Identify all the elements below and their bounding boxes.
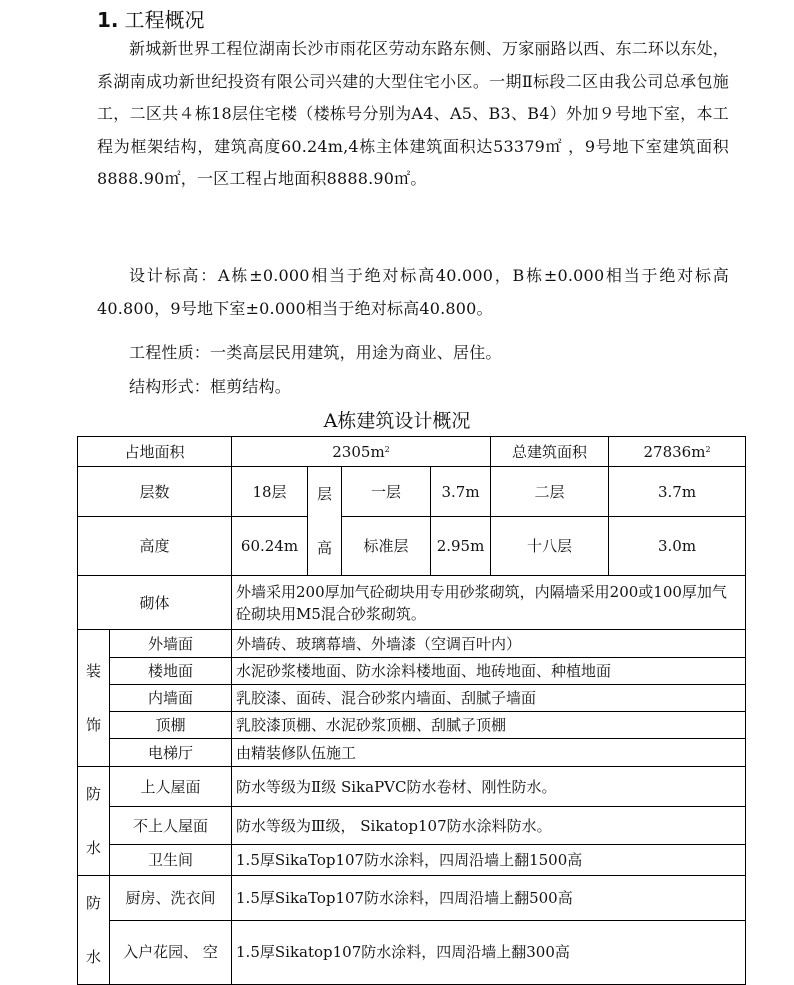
table-row	[78, 576, 746, 630]
decoration-value: 由精装修队伍施工	[232, 739, 746, 767]
waterproof2-value: 1.5厚Sikatop107防水涂料，四周沿墙上翻300高	[232, 920, 746, 984]
table-row	[78, 739, 746, 767]
waterproof-value: 1.5厚SikaTop107防水涂料，四周沿墙上翻1500高	[232, 845, 746, 876]
second-floor-label: 二层	[491, 467, 609, 517]
nature-paragraph: 工程性质：一类高层民用建筑，用途为商业、居住。	[129, 343, 502, 362]
table-row	[78, 845, 746, 876]
elevation-paragraph: 设计标高：A栋±0.000相当于绝对标高40.000，B栋±0.000相当于绝对标高40.800，9号地下室±0.000相当于绝对标高40.800。	[97, 266, 729, 318]
floor18-value: 3.0m	[609, 517, 746, 576]
decoration-label: 内墙面	[110, 685, 232, 712]
decoration-group-label: 装 饰	[78, 630, 110, 767]
masonry-value: 外墙采用200厚加气砼砌块用专用砂浆砌筑，内隔墙采用200或100厚加气砼砌块用M5混合砂浆砌筑。	[232, 576, 746, 630]
waterproof-label: 卫生间	[110, 845, 232, 876]
waterproof2-label: 厨房、洗衣间	[110, 876, 232, 921]
table-row	[78, 807, 746, 845]
table-row	[78, 712, 746, 739]
decoration-value: 乳胶漆、面砖、混合砂浆内墙面、刮腻子墙面	[232, 685, 746, 712]
first-floor-value: 3.7m	[431, 467, 491, 517]
waterproof2-group-label: 防 水	[78, 876, 110, 985]
land-area-cell	[232, 437, 491, 467]
floor18-label: 十八层	[491, 517, 609, 576]
decoration-label: 电梯厅	[110, 739, 232, 767]
floors-value: 18层	[232, 467, 308, 517]
design-overview-table	[77, 436, 746, 985]
waterproof2-label: 入户花园、 空	[110, 920, 232, 984]
first-floor-label: 一层	[342, 467, 431, 517]
decoration-label: 顶棚	[110, 712, 232, 739]
table-row	[78, 658, 746, 685]
masonry-label: 砌体	[78, 576, 232, 630]
table-row	[78, 437, 746, 467]
table-row	[78, 630, 746, 658]
waterproof2-value: 1.5厚SikaTop107防水涂料，四周沿墙上翻500高	[232, 876, 746, 921]
land-area-label: 占地面积	[78, 437, 232, 467]
decoration-label: 外墙面	[110, 630, 232, 658]
section-title: 工程概况	[124, 8, 205, 32]
second-floor-value: 3.7m	[609, 467, 746, 517]
waterproof-value: 防水等级为Ⅲ级， Sikatop107防水涂料防水。	[232, 807, 746, 845]
waterproof-label: 不上人屋面	[110, 807, 232, 845]
table-row	[78, 767, 746, 807]
waterproof-group-label: 防 水	[78, 767, 110, 876]
table-row	[78, 467, 746, 517]
standard-floor-value: 2.95m	[431, 517, 491, 576]
decoration-value: 外墙砖、玻璃幕墙、外墙漆（空调百叶内）	[232, 630, 746, 658]
overview-paragraph: 新城新世界工程位湖南长沙市雨花区劳动东路东侧、万家丽路以西、东二环以东处，系湖南成功新世纪投资有限公司兴建的大型住宅小区。一期Ⅱ标段二区由我公司总承包施工，二区共４栋18层住宅楼（楼栋号分别为A4、A5、B3、B4）外加９号地下室，本工程为框架结构，建筑高度60.24m,4栋主体建筑面积达53379㎡ ，9号地下室建筑面积8888.90㎡，一区工程占地面积8888.90㎡。	[97, 39, 729, 188]
decoration-value: 水泥砂浆楼地面、防水涂料楼地面、地砖地面、种植地面	[232, 658, 746, 685]
land-area-unit: 2	[384, 444, 390, 454]
table-title: A栋建筑设计概况	[323, 410, 471, 432]
section-heading	[97, 5, 205, 35]
structure-paragraph: 结构形式：框剪结构。	[129, 377, 292, 396]
total-area-label: 总建筑面积	[491, 437, 609, 467]
waterproof-value: 防水等级为Ⅱ级 SikaPVC防水卷材、刚性防水。	[232, 767, 746, 807]
section-number: 1.	[97, 8, 119, 32]
decoration-value: 乳胶漆顶棚、水泥砂浆顶棚、刮腻子顶棚	[232, 712, 746, 739]
table-row	[78, 876, 746, 921]
standard-floor-label: 标准层	[342, 517, 431, 576]
table-row	[78, 685, 746, 712]
total-area-value: 27836m	[643, 442, 706, 461]
height-label: 高度	[78, 517, 232, 576]
waterproof-label: 上人屋面	[110, 767, 232, 807]
total-area-unit: 2	[705, 444, 711, 454]
height-value: 60.24m	[232, 517, 308, 576]
table-row	[78, 517, 746, 576]
land-area-value: 2305m	[332, 442, 385, 461]
decoration-label: 楼地面	[110, 658, 232, 685]
floors-label: 层数	[78, 467, 232, 517]
table-row	[78, 920, 746, 984]
floor-height-group-label: 层 高	[308, 467, 342, 576]
total-area-cell	[609, 437, 746, 467]
